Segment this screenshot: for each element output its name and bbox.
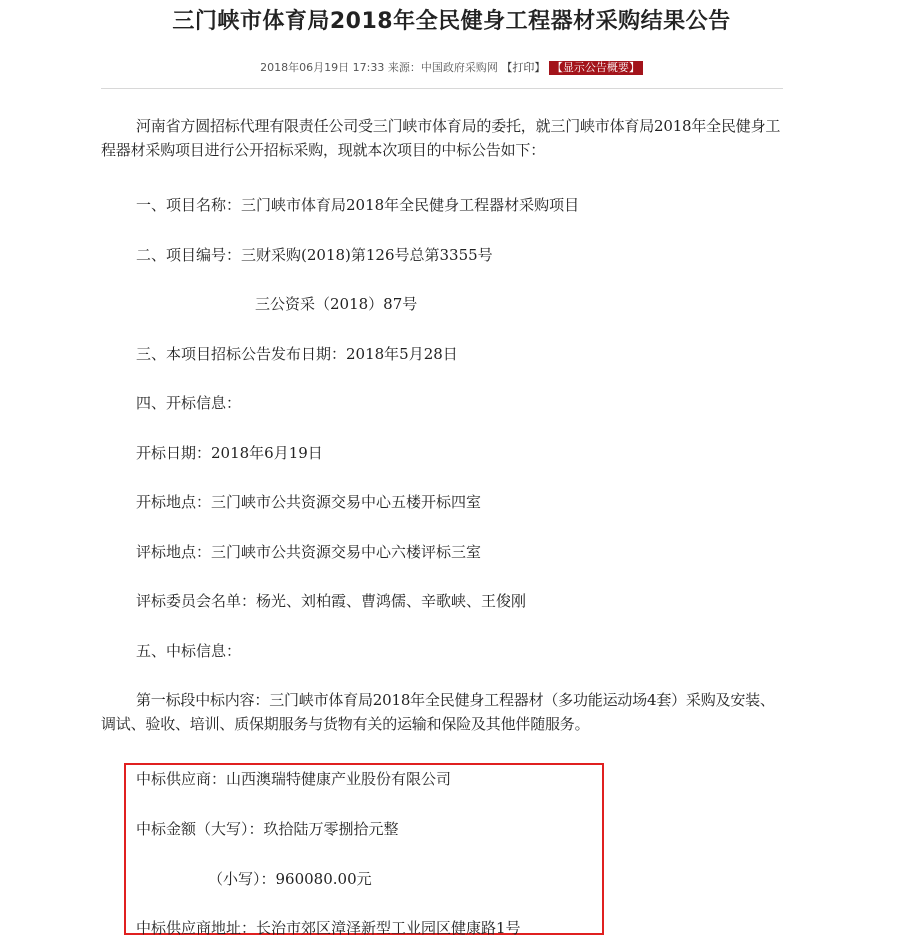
print-link[interactable]: 【打印】 <box>501 61 546 74</box>
header-divider <box>101 88 783 89</box>
opening-info-heading: 四、开标信息： <box>136 394 242 412</box>
publish-datetime: 2018年06月19日 17:33 <box>260 61 385 74</box>
project-number: 二、项目编号：三财采购(2018)第126号总第3355号 <box>136 246 493 264</box>
project-number-secondary: 三公资采（2018）87号 <box>255 295 418 313</box>
award-info-heading: 五、中标信息： <box>136 642 242 660</box>
source-label: 来源：中国政府采购网 <box>387 61 498 74</box>
lot1-content: 第一标段中标内容：三门峡市体育局2018年全民健身工程器材（多功能运动场4套）采购及安装、调试、验收、培训、质保期服务与货物有关的运输和保险及其他伴随服务。 <box>101 691 775 733</box>
supplier-address: 中标供应商地址：长治市郊区漳泽新型工业园区健康路1号 <box>136 919 521 937</box>
show-summary-button[interactable]: 【显示公告概要】 <box>549 61 643 75</box>
page-title: 三门峡市体育局2018年全民健身工程器材采购结果公告 <box>172 9 731 34</box>
winning-supplier: 中标供应商：山西澳瑞特健康产业股份有限公司 <box>136 770 452 788</box>
notice-date: 三、本项目招标公告发布日期：2018年5月28日 <box>136 345 458 363</box>
intro-paragraph: 河南省方圆招标代理有限责任公司受三门峡市体育局的委托，就三门峡市体育局2018年全民健身工程器材采购项目进行公开招标采购，现就本次项目的中标公告如下： <box>101 117 781 159</box>
article-meta <box>0 59 903 75</box>
award-amount-upper: 中标金额（大写）：玖拾陆万零捌拾元整 <box>136 820 399 838</box>
evaluation-place: 评标地点：三门峡市公共资源交易中心六楼评标三室 <box>136 543 482 561</box>
award-amount-lower: （小写）：960080.00元 <box>208 870 372 888</box>
opening-place: 开标地点：三门峡市公共资源交易中心五楼开标四室 <box>136 493 482 511</box>
committee-list: 评标委员会名单：杨光、刘柏霞、曹鸿儒、辛歌峡、王俊刚 <box>136 592 527 610</box>
opening-date: 开标日期：2018年6月19日 <box>136 444 323 462</box>
project-name: 一、项目名称：三门峡市体育局2018年全民健身工程器材采购项目 <box>136 196 580 214</box>
